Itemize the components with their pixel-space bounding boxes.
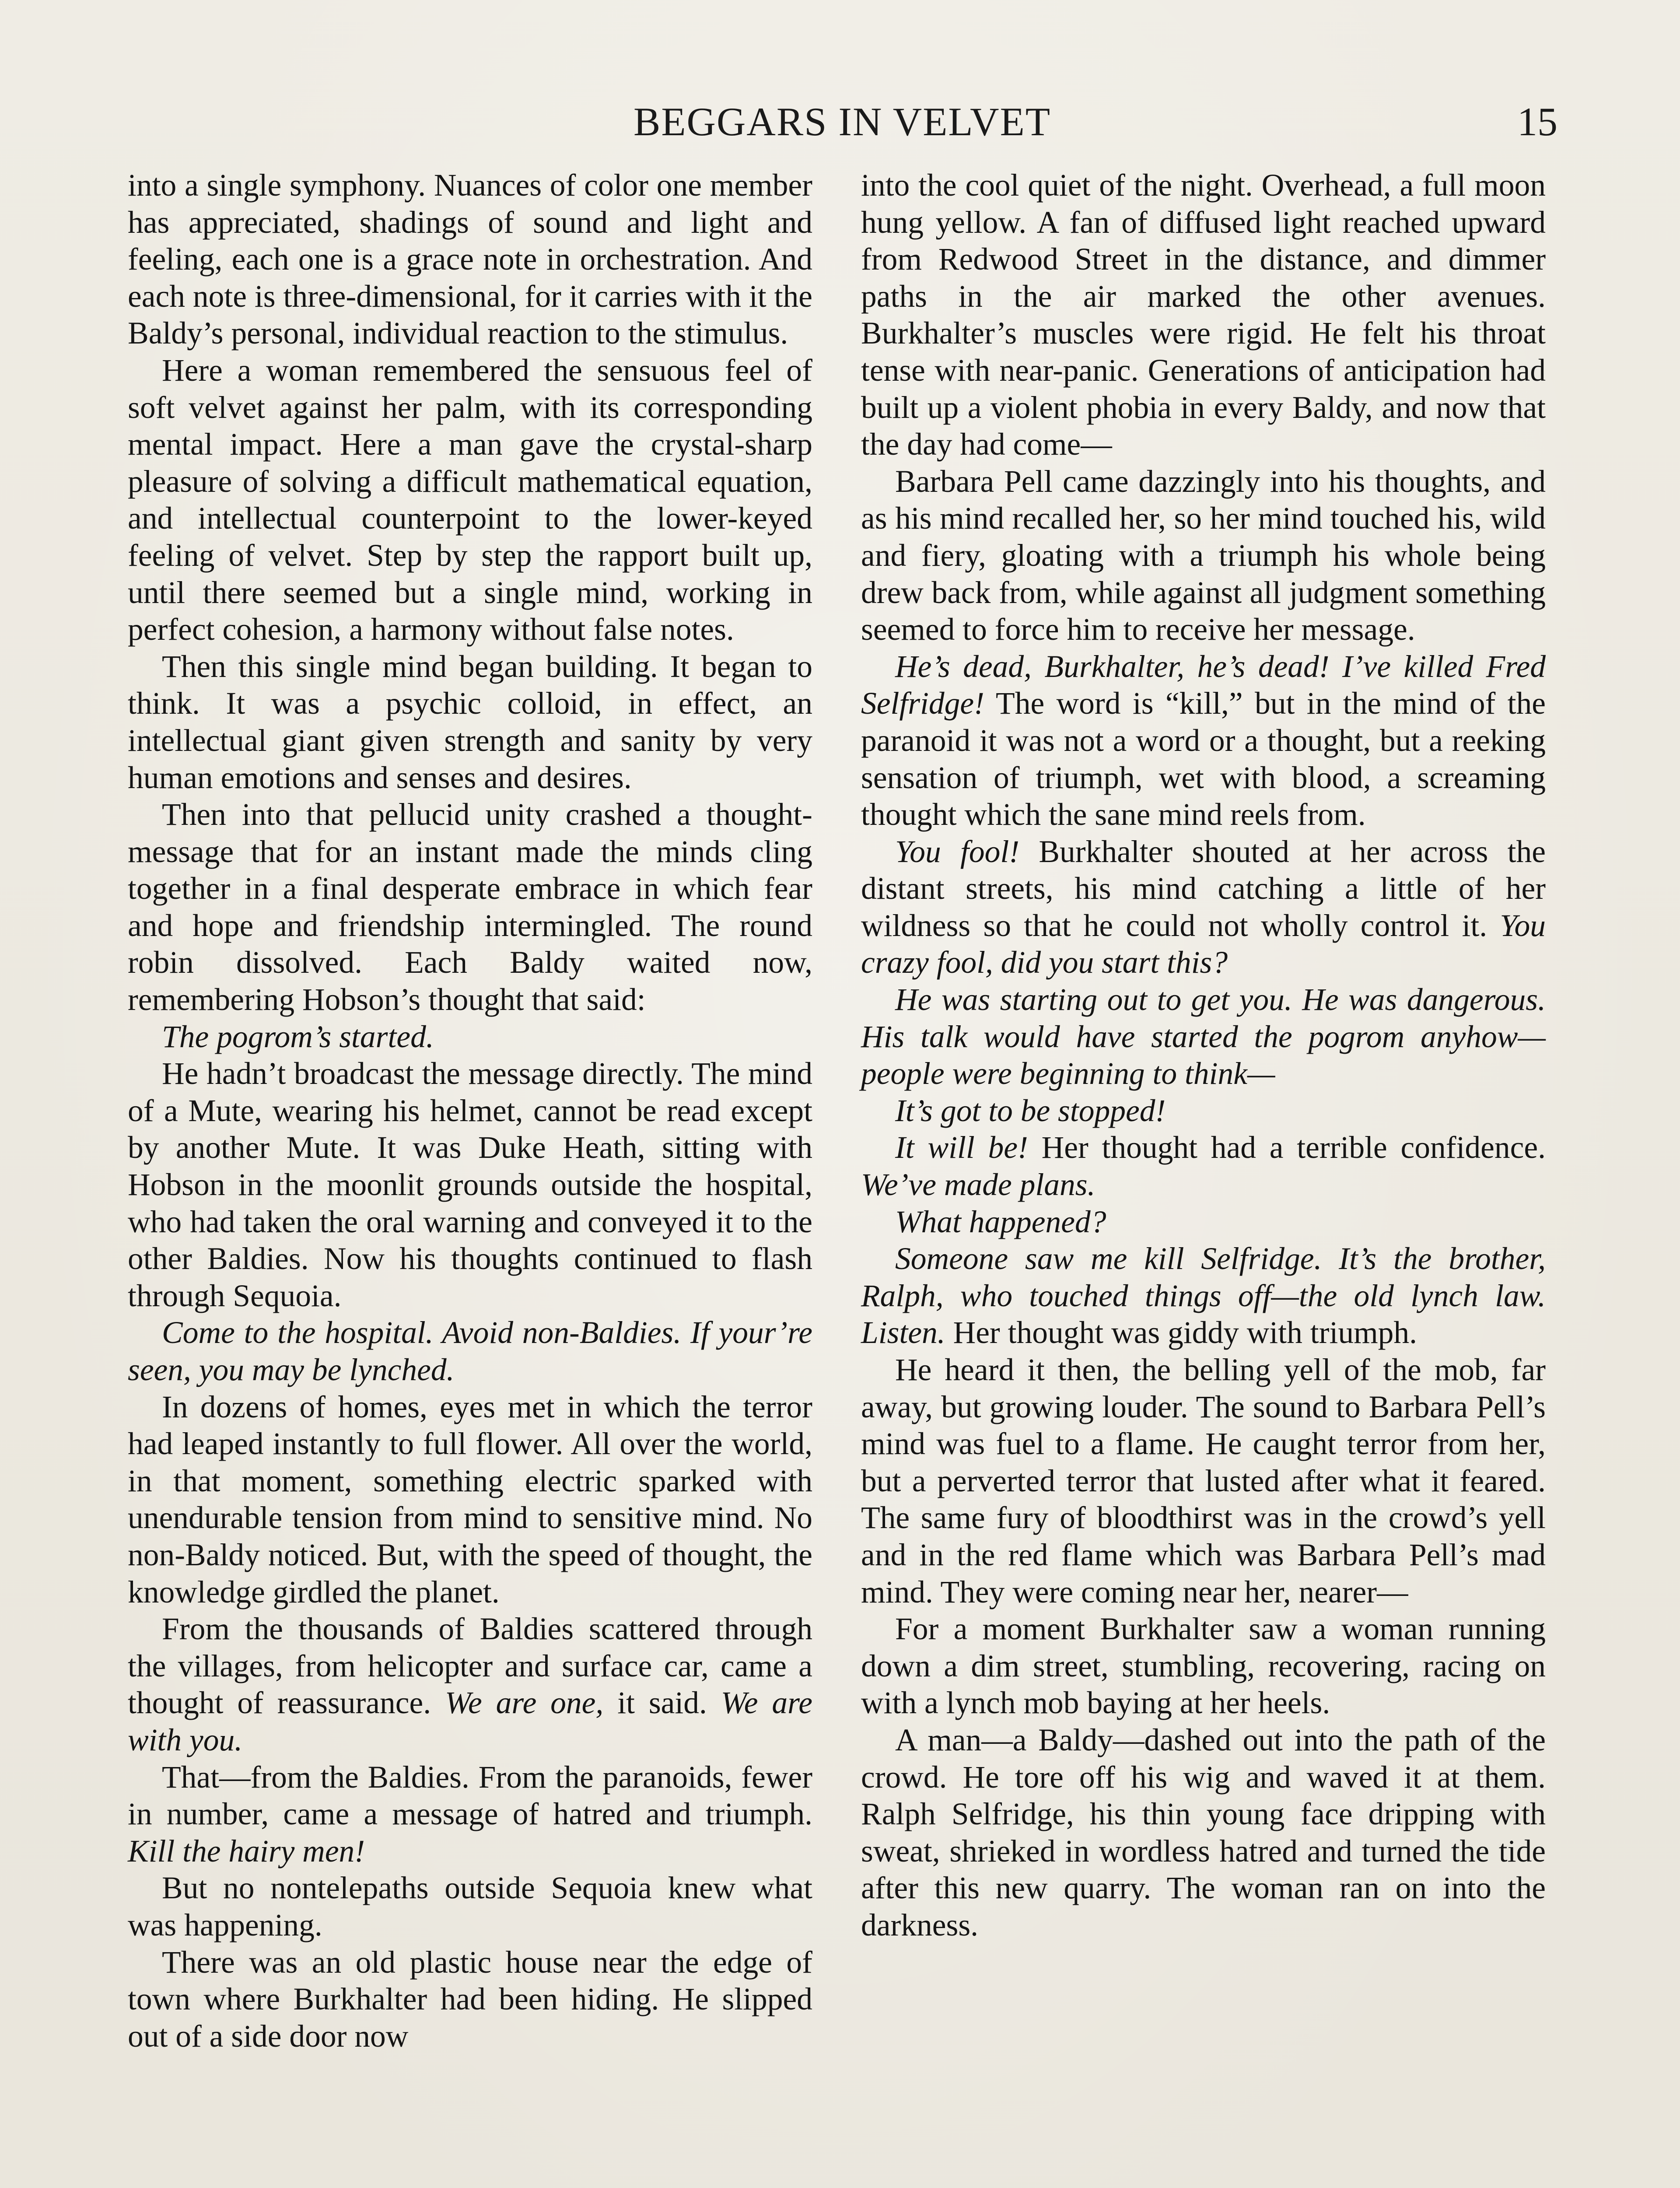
text-run: Her thought was giddy with triumph. bbox=[953, 1315, 1418, 1350]
paragraph: into the cool quiet of the night. Overhead, a full moon hung yellow. A fan of diffused light reached upward from Redwood Street in the distance, and dimmer paths in the air marked the other avenues. Burkhalter’s muscles were rigid. He felt his throat tense with near-panic. Generations of anticipation had built up a violent phobia in every Baldy, and now that the day had come— bbox=[861, 168, 1546, 462]
italic-text: He’s dead, Burkhalter, he’s dead! I’ve killed Fred Selfridge! bbox=[861, 649, 1546, 721]
italic-text: Kill the hairy men! bbox=[128, 1834, 365, 1869]
text-run: Her thought had a terrible confidence. bbox=[1041, 1130, 1546, 1165]
paragraph: Here a woman remembered the sensuous feel of soft velvet against her palm, with its corresponding mental impact. Here a man gave the crystal-sharp pleasure of solving a difficult mathematical equation, and intellectual counterpoint to the lower-keyed feeling of velvet. Step by step the rapport built up, until there seemed but a single mind, working in perfect cohesion, a harmony without false notes. bbox=[128, 353, 812, 647]
paragraph: He heard it then, the belling yell of the mob, far away, but growing louder. The sound to Barbara Pell’s mind was fuel to a flame. He caught terror from her, but a perverted terror that lusted after what it feared. The same fury of bloodthirst was in the crowd’s yell and in the red flame which was Barbara Pell’s mad mind. They were coming near her, nearer— bbox=[861, 1353, 1546, 1609]
italic-text: It will be! bbox=[895, 1130, 1028, 1165]
text-run: From the thousands of Baldies scattered through the villages, from helicopter and surface car, came a thought of reassurance. bbox=[128, 1612, 812, 1721]
text-run: Burkhalter shouted at her across the distant streets, his mind catching a little of her wildness so that he could not wholly control it. bbox=[861, 834, 1546, 943]
running-title: BEGGARS IN VELVET bbox=[633, 99, 1051, 144]
text-run: it said. bbox=[617, 1686, 707, 1721]
italic-text: You fool! bbox=[895, 834, 1020, 869]
text-run: The word is “kill,” but in the mind of the paranoid it was not a word or a thought, but a reeking sensation of triumph, wet with blood, a screaming thought which the sane mind reels from. bbox=[861, 686, 1546, 832]
paragraph bbox=[128, 1611, 812, 1759]
italic-text: The pogrom’s started. bbox=[162, 1019, 434, 1054]
italic-text: You crazy fool, did you start this? bbox=[861, 908, 1546, 980]
paragraph bbox=[861, 1241, 1546, 1352]
paragraph: Barbara Pell came dazzingly into his thoughts, and as his mind recalled her, so her mind touched his, wild and fiery, gloating with a triumph his whole being drew back from, while against all judgment something seemed to force him to receive her message. bbox=[861, 464, 1546, 647]
page-header bbox=[127, 98, 1558, 151]
italic-paragraph bbox=[861, 1093, 1546, 1130]
italic-text: It’s got to be stopped! bbox=[895, 1093, 1166, 1128]
italic-paragraph bbox=[861, 1204, 1546, 1241]
paragraph: But no nontelepaths outside Sequoia knew what was happening. bbox=[128, 1871, 812, 1943]
paragraph: A man—a Baldy—dashed out into the path of the crowd. He tore off his wig and waved it at them. Ralph Selfridge, his thin young face dripping with sweat, shrieked in wordless hatred and turned the tide after this new quarry. The woman ran on into the darkness. bbox=[861, 1722, 1546, 1943]
paragraph: He hadn’t broadcast the message directly. The mind of a Mute, wearing his helmet, cannot be read except by another Mute. It was Duke Heath, sitting with Hobson in the moonlit grounds outside the hospital, who had taken the oral warning and conveyed it to the other Baldies. Now his thoughts continued to flash through Sequoia. bbox=[128, 1056, 812, 1313]
paragraph: There was an old plastic house near the edge of town where Burkhalter had been hiding. He slipped out of a side door now bbox=[128, 1945, 812, 2054]
paragraph: into a single symphony. Nuances of color one member has appreciated, shadings of sound and light and feeling, each one is a grace note in orchestration. And each note is three-dimensional, for it carries with it the Baldy’s personal, individual reaction to the stimulus. bbox=[128, 168, 812, 351]
italic-text: What happened? bbox=[895, 1204, 1106, 1239]
paragraph: Then into that pellucid unity crashed a thought-message that for an instant made the minds cling together in a final desperate embrace in which fear and hope and friendship intermingled. The round robin dissolved. Each Baldy waited now, remembering Hobson’s thought that said: bbox=[128, 797, 812, 1017]
italic-text: We’ve made plans. bbox=[861, 1168, 1096, 1203]
paragraph bbox=[861, 1129, 1546, 1203]
right-column bbox=[861, 167, 1546, 1944]
paragraph: In dozens of homes, eyes met in which the terror had leaped instantly to full flower. All over the world, in that moment, something electric sparked with unendurable tension from mind to sensitive mind. No non-Baldy noticed. But, with the speed of thought, the knowledge girdled the planet. bbox=[128, 1389, 812, 1609]
italic-paragraph bbox=[128, 1315, 812, 1389]
italic-paragraph bbox=[128, 1019, 812, 1056]
italic-text: Someone saw me kill Selfridge. It’s the brother, Ralph, who touched things off—the old lynch law. Listen. bbox=[861, 1241, 1546, 1350]
paragraph bbox=[861, 649, 1546, 834]
italic-text: We are with you. bbox=[128, 1686, 813, 1757]
italic-text: We are one, bbox=[445, 1686, 604, 1721]
left-column bbox=[128, 167, 812, 2055]
text-run: That—from the Baldies. From the paranoids, fewer in number, came a message of hatred and triumph. bbox=[128, 1760, 812, 1832]
page-number: 15 bbox=[1517, 99, 1558, 144]
paragraph bbox=[861, 834, 1546, 982]
paragraph: Then this single mind began building. It began to think. It was a psychic colloid, in effect, an intellectual giant given strength and sanity by very human emotions and senses and desires. bbox=[128, 649, 812, 795]
paragraph: For a moment Burkhalter saw a woman running down a dim street, stumbling, recovering, racing on with a lynch mob baying at her heels. bbox=[861, 1612, 1546, 1721]
italic-paragraph bbox=[861, 982, 1546, 1093]
italic-text: Come to the hospital. Avoid non-Baldies. If your’re seen, you may be lynched. bbox=[128, 1315, 812, 1387]
paragraph bbox=[128, 1759, 812, 1870]
italic-text: He was starting out to get you. He was dangerous. His talk would have started the pogrom anyhow—people were beginning to think— bbox=[861, 982, 1546, 1091]
